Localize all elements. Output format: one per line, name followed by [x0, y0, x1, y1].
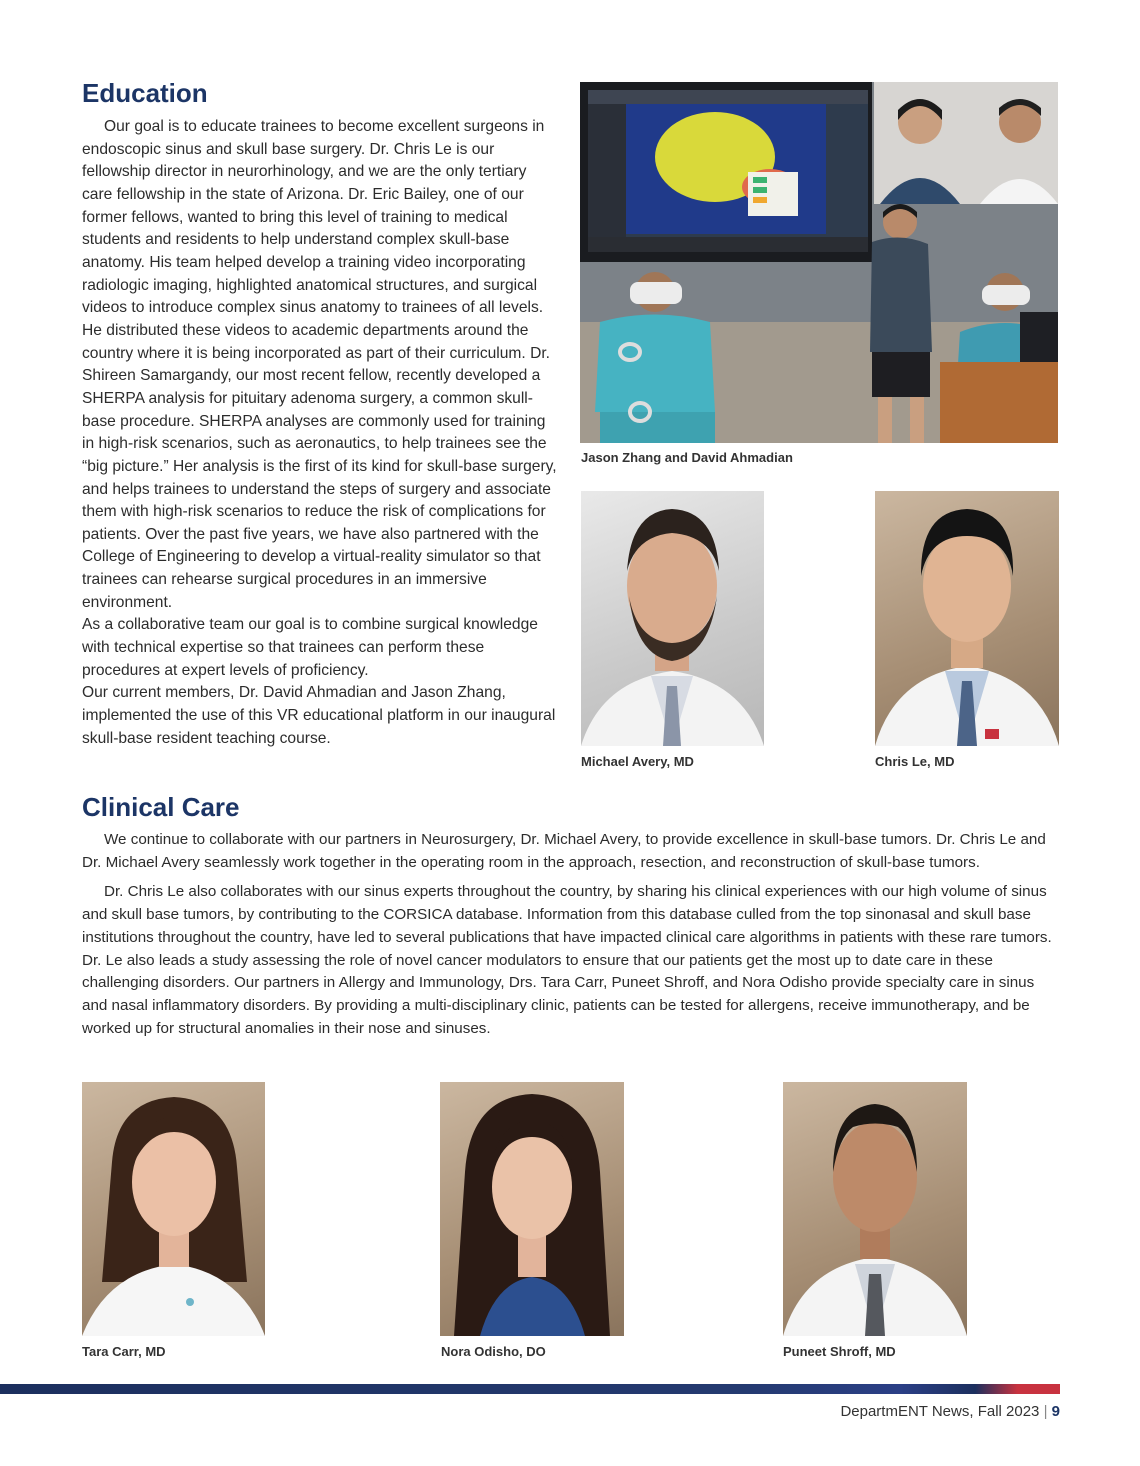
michael-avery-photo: [581, 491, 764, 746]
michael-avery-caption: Michael Avery, MD: [581, 754, 694, 769]
nora-odisho-photo: [440, 1082, 624, 1336]
footer-separator: |: [1043, 1403, 1048, 1420]
tara-carr-caption: Tara Carr, MD: [82, 1344, 166, 1359]
puneet-shroff-photo: [783, 1082, 967, 1336]
clinical-care-heading: Clinical Care: [82, 792, 240, 822]
chris-le-photo: [875, 491, 1059, 746]
michael-avery-portrait: [581, 491, 764, 746]
education-body: [82, 116, 560, 750]
education-paragraph-members: Our current members, Dr. David Ahmadian and Jason Zhang, implemented the use of this VR educational platform in our inaugural skull-base resident teaching course.: [82, 684, 556, 747]
education-paragraph-main: Our goal is to educate trainees to become excellent surgeons in endoscopic sinus and skull base surgery. Dr. Chris Le is our fellowship director in neurorhinology, and we are the only tertiary care fellowship in the state of Arizona. Dr. Eric Bailey, one of our former fellows, wanted to bring this level of training to medical students and residents to help understand complex skull-base anatomy. His team helped develop a training video incorporating radiologic imaging, highlighted anatomical structures, and surgical videos to introduce complex sinus anatomy to trainees of all levels. He distributed these videos to academic departments around the country where it is being incorporated as part of their curriculum. Dr. Shireen Samargandy, our most recent fellow, recently developed a SHERPA analysis for pituitary adenoma surgery, a common skull-base procedure. SHERPA analyses are commonly used for training in high-risk scenarios, such as aeronautics, to help trainees see the “big picture.” Her analysis is the first of its kind for skull-base surgery, and helps trainees to understand the steps of surgery and associate them with high-risk scenarios to reduce the risk of complications for patients. Over the past five years, we have also partnered with the College of Engineering to develop a virtual-reality simulator so that trainees can rehearse surgical procedures in an immersive environment.: [82, 118, 557, 611]
vr-photo-caption: Jason Zhang and David Ahmadian: [581, 450, 793, 465]
education-heading: Education: [82, 78, 208, 108]
puneet-shroff-caption: Puneet Shroff, MD: [783, 1344, 896, 1359]
footer-publication: DepartmENT News, Fall 2023: [840, 1403, 1040, 1420]
chris-le-caption: Chris Le, MD: [875, 754, 955, 769]
footer-publication-line: [840, 1402, 1060, 1422]
page-number: 9: [1051, 1403, 1060, 1420]
nora-odisho-portrait: [440, 1082, 624, 1336]
clinical-care-paragraph-1: We continue to collaborate with our partners in Neurosurgery, Dr. Michael Avery, to provide excellence in skull-base tumors. Dr. Chris Le and Dr. Michael Avery seamlessly work together in the operating room in the approach, resection, and reconstruction of skull-base tumors.: [82, 831, 1046, 871]
vr-training-photo: [580, 82, 1058, 443]
tara-carr-portrait: [82, 1082, 265, 1336]
puneet-shroff-portrait: [783, 1082, 967, 1336]
nora-odisho-caption: Nora Odisho, DO: [441, 1344, 546, 1359]
footer-color-bar: [0, 1384, 1060, 1394]
vr-training-photo-illustration: [580, 82, 1058, 443]
education-paragraph-team: As a collaborative team our goal is to combine surgical knowledge with technical expertise so that trainees can perform these procedures at expert levels of proficiency.: [82, 616, 538, 679]
clinical-care-paragraph-2: Dr. Chris Le also collaborates with our sinus experts throughout the country, by sharing his clinical experiences with our high volume of sinus and skull base tumors, by contributing to the CORSICA database. Information from this database culled from the top sinonasal and skull base institutions throughout the country, have led to several publications that have impacted clinical care algorithms in patients with these rare tumors. Dr. Le also leads a study assessing the role of novel cancer modulators to ensure that our patients get the most up to date care in these challenging disorders. Our partners in Allergy and Immunology, Drs. Tara Carr, Puneet Shroff, and Nora Odisho provide specialty care in sinus and nasal inflammatory disorders. By providing a multi-disciplinary clinic, patients can be tested for allergens, receive immunotherapy, and be worked up for structural anomalies in their nose and sinuses.: [82, 883, 1052, 1037]
chris-le-portrait: [875, 491, 1059, 746]
tara-carr-photo: [82, 1082, 265, 1336]
clinical-care-body: [82, 829, 1062, 1047]
